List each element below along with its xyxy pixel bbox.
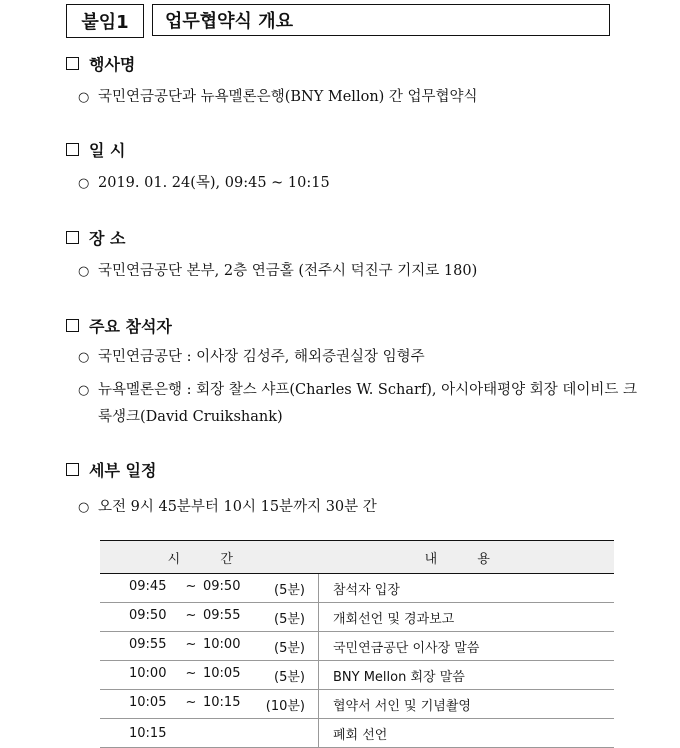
list-item	[78, 170, 638, 197]
time-cell	[100, 661, 319, 690]
circle-bullet-icon: ○	[78, 383, 90, 398]
table-header-row	[100, 541, 614, 574]
attachment-tag: 붙임1	[66, 4, 144, 38]
section-title: 장 소	[89, 229, 126, 248]
duration: (5분)	[274, 640, 305, 656]
start-time: 09:45	[129, 578, 167, 594]
duration	[265, 726, 305, 741]
circle-bullet-icon: ○	[78, 264, 90, 279]
list-item	[78, 258, 638, 285]
item-text: 국민연금공단과 뉴욕멜론은행(BNY Mellon) 간 업무협약식	[98, 89, 478, 105]
end-time: 10:15	[203, 694, 241, 710]
duration: (5분)	[274, 669, 305, 685]
section-heading	[66, 314, 172, 337]
duration: (5분)	[274, 582, 305, 598]
item-text: 국민연금공단 본부, 2층 연금홀 (전주시 덕진구 기지로 180)	[98, 263, 478, 279]
range-tilde: ~	[185, 636, 197, 652]
range-tilde	[179, 726, 203, 741]
table-row	[100, 603, 614, 632]
end-time: 09:55	[203, 607, 241, 623]
square-bullet-icon	[66, 143, 79, 156]
square-bullet-icon	[66, 57, 79, 70]
circle-bullet-icon: ○	[78, 350, 90, 365]
section-heading	[66, 458, 156, 481]
content-column-header: 내 용	[319, 541, 615, 574]
start-time: 09:55	[129, 636, 167, 652]
content-cell: 협약서 서인 및 기념촬영	[319, 690, 615, 719]
table-row	[100, 690, 614, 719]
content-cell: 폐회 선언	[319, 719, 615, 748]
circle-bullet-icon: ○	[78, 90, 90, 105]
document-header	[66, 4, 610, 38]
range-tilde: ~	[185, 578, 197, 594]
list-item	[78, 84, 638, 111]
time-cell	[100, 603, 319, 632]
square-bullet-icon	[66, 231, 79, 244]
list-item	[78, 344, 638, 371]
time-column-header: 시 간	[100, 541, 319, 574]
content-cell: 국민연금공단 이사장 말씀	[319, 632, 615, 661]
end-time: 10:05	[203, 665, 241, 681]
section-title: 행사명	[89, 55, 136, 74]
item-text: 국민연금공단 : 이사장 김성주, 해외증권실장 임형주	[98, 349, 425, 365]
table-row	[100, 574, 614, 603]
end-time: 09:50	[203, 578, 241, 594]
section-heading	[66, 226, 125, 249]
section-title: 세부 일정	[89, 461, 157, 480]
section-title: 주요 참석자	[89, 317, 172, 336]
item-text: 오전 9시 45분부터 10시 15분까지 30분 간	[98, 499, 377, 515]
list-item	[78, 377, 638, 431]
circle-bullet-icon: ○	[78, 500, 90, 515]
table-row	[100, 719, 614, 748]
start-time: 09:50	[129, 607, 167, 623]
document-title: 업무협약식 개요	[152, 4, 610, 36]
start-time: 10:00	[129, 665, 167, 681]
content-cell: 개회선언 및 경과보고	[319, 603, 615, 632]
time-cell	[100, 574, 319, 603]
square-bullet-icon	[66, 319, 79, 332]
item-text: 뉴욕멜론은행 : 회장 찰스 샤프(Charles W. Scharf), 아시아태평양 회장 데이비드 크룩생크(David Cruikshank)	[98, 382, 638, 425]
schedule-table	[100, 540, 614, 748]
range-tilde: ~	[185, 694, 197, 710]
circle-bullet-icon: ○	[78, 176, 90, 191]
end-time: 10:00	[203, 636, 241, 652]
start-time: 10:15	[129, 725, 167, 741]
duration: (10분)	[265, 698, 305, 714]
section-heading	[66, 52, 135, 75]
content-cell: BNY Mellon 회장 말씀	[319, 661, 615, 690]
range-tilde: ~	[185, 607, 197, 623]
item-text: 2019. 01. 24(목), 09:45 ~ 10:15	[98, 175, 330, 191]
time-cell	[100, 632, 319, 661]
section-heading	[66, 138, 125, 161]
section-title: 일 시	[89, 141, 126, 160]
time-cell	[100, 690, 319, 719]
content-cell: 참석자 입장	[319, 574, 615, 603]
time-cell	[100, 719, 319, 748]
range-tilde: ~	[185, 665, 197, 681]
table-row	[100, 661, 614, 690]
duration: (5분)	[274, 611, 305, 627]
end-time	[203, 726, 265, 741]
start-time: 10:05	[129, 694, 167, 710]
table-row	[100, 632, 614, 661]
list-item	[78, 494, 638, 521]
square-bullet-icon	[66, 463, 79, 476]
